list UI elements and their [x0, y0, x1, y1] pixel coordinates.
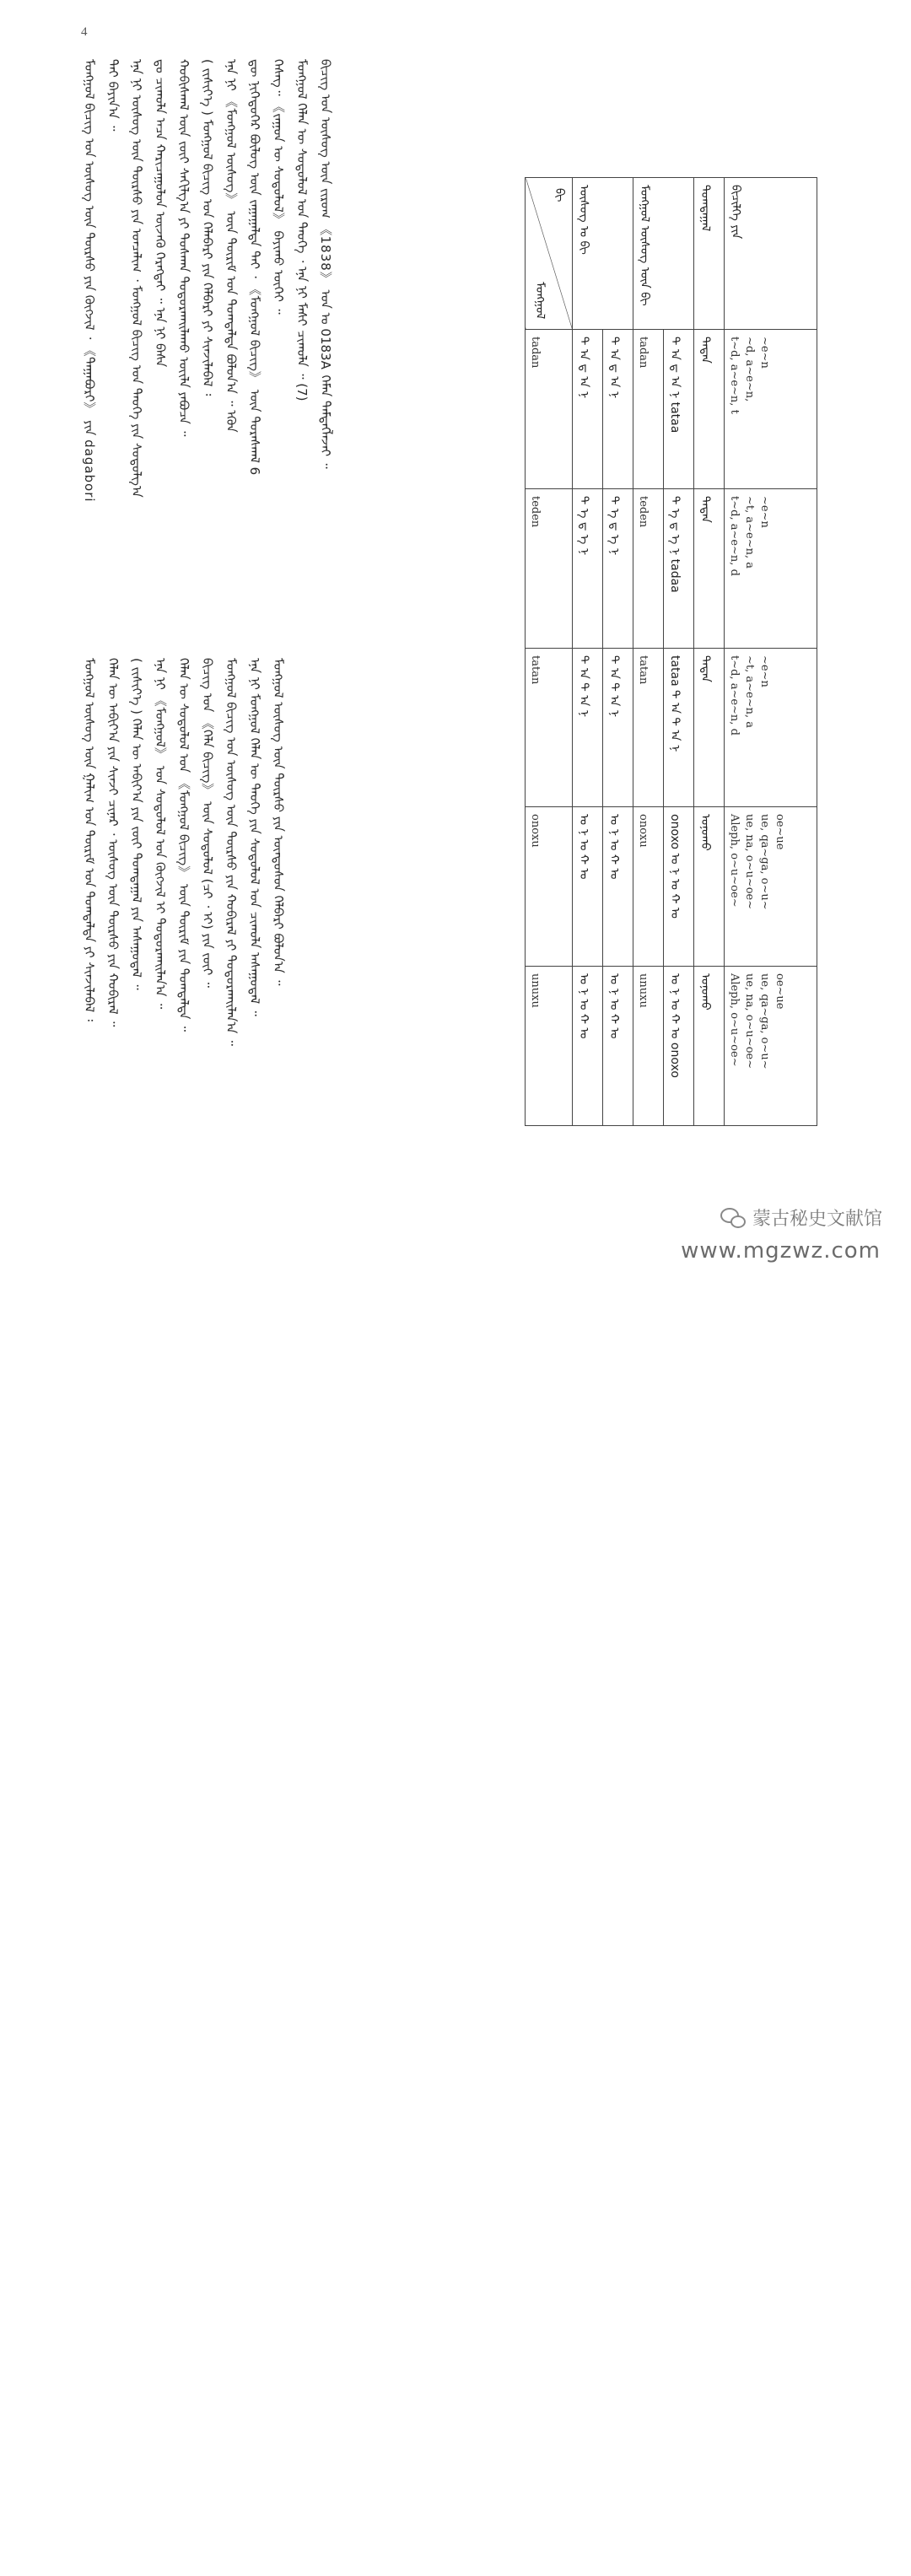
- table-row: [526, 967, 817, 1126]
- wechat-icon: [720, 1208, 746, 1228]
- form: ᠣ ᠨ ᠣ ᠬ ᠤ: [607, 814, 621, 880]
- body-text-top: [80, 59, 335, 633]
- word-mgl: ᠲᠠᠲᠠᠨ: [698, 655, 712, 682]
- form: ᠤ ᠨ ᠤ ᠬ ᠤ: [577, 973, 590, 1039]
- text-line: ᠡᠨᠡ ᠨᠢ 《ᠮᠣᠩᠭᠣᠯ》 ᠤᠨ ᠰᠤᠳᠤᠯᠤᠯ ᠤᠨ ᠬᠥᠭᠵᠢᠯ ᠢ ᠲᠣᠳᠣᠷᠬᠠᠢᠯᠠᠨ᠎ᠠ ᠃: [153, 658, 168, 1010]
- text-line: ᠡᠨᠡ ᠨᠢ ᠦᠰᠦᠭ ᠦᠨ ᠳᠦᠷᠰᠦ ᠶᠢᠨ ᠣᠨᠴᠠᠯᠢᠭ ᠂ ᠮᠣᠩᠭᠣᠯ ᠪᠢᠴᠢᠭ ᠤᠨ ᠲᠡᠦᠬᠡ ᠶᠢᠨ ᠰᠤᠳᠤᠯᠭ᠎ᠠ: [129, 59, 144, 498]
- text-line: ᠳᠦ ᠨᠢᠭᠡᠳᠦᠭᠡᠷ ᠪᠦᠯᠦᠭ ᠦᠨ ᠵᠠᠭᠠᠭᠠᠯᠲᠠ ᠲᠠᠢ ᠂ 《ᠮᠣᠩᠭᠣᠯ ᠪᠢᠴᠢᠭ》 ᠦᠨ ᠳᠤᠷᠠᠰᠬᠠᠯ 6: [247, 59, 262, 476]
- latin: onoxu: [637, 814, 650, 849]
- form: ᠲ ᠡ ᠳ ᠡ ᠨ tadaa: [668, 495, 682, 593]
- form: onoxo ᠣ ᠨ ᠣ ᠬ ᠤ: [668, 814, 682, 919]
- word-latin: tatan: [529, 655, 542, 684]
- text-line: ᠬᠡᠯᠡᠨ ᠦ ᠠᠪᠢᠶ᠎ᠠ ᠶᠢᠨ ᠰᠢᠨᠵᠢ ᠴᠢᠨᠠᠷ ᠂ ᠦᠰᠦᠭ ᠦᠨ ᠳᠦᠷᠰᠦ ᠶᠢᠨ ᠬᠤᠪᠢᠷᠠᠯ ᠃: [105, 658, 121, 1027]
- site-url: www.mgzwz.com: [681, 1238, 881, 1264]
- word-mgl: ᠤᠨᠤᠬᠤ: [698, 973, 712, 1010]
- form: ᠲ ᠠ ᠳ ᠠ ᠨ tataa: [668, 337, 682, 434]
- table-row: [526, 648, 817, 807]
- table-row: [526, 488, 817, 648]
- table-row: [526, 330, 817, 489]
- form: ᠣ ᠨ ᠣ ᠬ ᠣ onoxo: [668, 973, 682, 1079]
- form: tataa ᠲ ᠠ ᠲ ᠠ ᠨ: [668, 655, 682, 752]
- form: ᠲ ᠠ ᠳ ᠠ ᠨ: [577, 337, 590, 399]
- text-line: ᠡᠨᠡ ᠨᠢ ᠮᠣᠩᠭᠣᠯ ᠬᠡᠯᠡᠨ ᠦ ᠲᠡᠦᠬᠡ ᠶᠢᠨ ᠰᠤᠳᠤᠯᠤᠯ ᠤᠨ ᠴᠢᠬᠤᠯᠠ ᠠᠰᠠᠭᠤᠳᠠᠯ ᠃: [247, 658, 262, 1016]
- text-line: ( ᠵᠢᠱᠢᠶ᠎ᠡ ) ᠬᠡᠯᠡᠨ ᠦ ᠠᠪᠢᠶ᠎ᠠ ᠶᠢᠨ ᠵᠦᠢ ᠲᠣᠭᠲᠠᠭᠠᠯ ᠶᠢᠨ ᠠᠰᠠᠭᠤᠳᠠᠯ ᠃: [129, 658, 144, 990]
- form: ᠲ ᠠ ᠳ ᠠ ᠨ: [607, 337, 621, 399]
- text-line: ᠬᠡᠰᠡᠭ᠃ 《ᠵᠠᠭᠤᠨ ᠦ ᠰᠤᠳᠤᠯᠤᠯ》 ᠪᠠᠶᠢᠬᠤ ᠦᠭᠡᠢ ᠃: [271, 59, 286, 315]
- text-line: ᠲᠡᠢ ᠪᠠᠶᠢᠨ᠎ᠠ ᠃: [105, 59, 121, 132]
- text-line: ᠳᠤ ᠴᠢᠬᠤᠯᠠ ᠠᠴᠠ ᠬᠠᠷᠢᠴᠠᠭᠤᠯᠤᠨ ᠦᠵᠡᠬᠦ ᠬᠡᠷᠡᠭᠲᠡᠢ ᠃ ᠡᠨᠡ ᠨᠢ ᠪᠠᠰᠠ: [153, 59, 168, 368]
- latin: tadan: [637, 337, 650, 369]
- text-line: ( ᠵᠢᠱᠢᠶ᠎ᠡ ) ᠮᠣᠩᠭᠣᠯ ᠪᠢᠴᠢᠭ ᠤᠨ ᠬᠡᠯᠡᠪᠡᠷᠢ ᠶᠢᠨ ᠬᠡᠯᠪᠡᠷᠢ ᠶᠢ ᠰᠢᠨᠵᠢᠯᠡᠪᠡᠯ ᠄: [200, 59, 215, 396]
- phonetic: oe~ue ue, qa~ga, o~u~ ue, na, o~u~oe~ Aleph, o~u~oe~: [728, 973, 786, 1070]
- text-line: ᠬᠡᠯᠡᠨ ᠦ ᠰᠤᠳᠤᠯᠤᠯ ᠤᠨ 《ᠮᠣᠩᠭᠣᠯ ᠪᠢᠴᠢᠭ》 ᠦᠨ ᠳᠦᠷᠢᠮ ᠶᠢᠨ ᠲᠣᠭᠲᠠᠯᠲᠠ ᠃: [176, 658, 191, 1032]
- text-line: ᠬᠤᠪᠢᠰᠬᠠᠯ ᠦᠨ ᠵᠦᠢ ᠰᠠᠬᠢᠯᠭ᠎ᠠ ᠶᠢ ᠲᠤᠰᠬᠠᠨ ᠲᠣᠳᠣᠷᠬᠠᠢᠯᠠᠬᠤ ᠦᠢᠯᠡ ᠶᠠᠪᠤᠴᠠ ᠃: [176, 59, 191, 437]
- header-group-1: ᠮᠣᠩᠭᠣᠯ ᠦᠰᠦᠭ ᠦᠨ ᠪᠢ: [633, 178, 694, 330]
- phonetic: oe~ue ue, qa~ga, o~u~ ue, na, o~u~oe~ Aleph, o~u~oe~: [728, 814, 786, 911]
- corner-top-label: ᠪᠢ: [553, 188, 566, 202]
- latin: teden: [637, 495, 650, 528]
- latin: unuxu: [637, 973, 650, 1009]
- form: ᠲ ᠠ ᠲ ᠠ ᠨ: [607, 655, 621, 717]
- watermark: [720, 1204, 882, 1231]
- word-latin: unuxu: [529, 973, 542, 1009]
- text-line: ᠪᠢᠴᠢᠭ ᠤᠨ 《ᠬᠡᠯᠡ ᠪᠢᠴᠢᠭ》 ᠦᠨ ᠰᠤᠳᠤᠯᠤᠯ (ᠴᠢ ᠂ ᠢ) ᠶᠢᠨ ᠵᠦᠢ ᠃: [200, 658, 215, 988]
- word-mgl: ᠲᠠᠳᠠᠨ: [698, 337, 712, 364]
- text-line: ᠪᠢᠴᠢᠭ ᠤᠨ ᠦᠰᠦᠭ ᠦᠨ ᠵᠢᠷᠤᠭ 《1838》 ᠣᠨ ᠤ 0183A ᠬᠡᠮᠡᠨ ᠲᠡᠮᠳᠡᠭᠯᠡᠵᠡᠢ ᠃: [318, 59, 333, 469]
- word-mgl: ᠲᠡᠳᠡᠨ: [698, 495, 712, 523]
- form: ᠤ ᠨ ᠤ ᠬ ᠤ: [607, 973, 621, 1039]
- comparison-table: [525, 177, 817, 1126]
- phonetic: ~e~n ~t, a~e~n, a t~d, a~e~n, d: [728, 495, 771, 576]
- latin: tatan: [637, 655, 650, 684]
- word-mgl: ᠣᠨᠣᠬᠤ: [698, 814, 712, 852]
- form: ᠲ ᠡ ᠳ ᠡ ᠨ: [607, 495, 621, 555]
- text-line: ᠮᠣᠩᠭᠣᠯ ᠪᠢᠴᠢᠭ ᠤᠨ ᠦᠰᠦᠭ ᠦᠨ ᠳᠦᠷᠰᠦ ᠶᠢᠨ ᠬᠤᠪᠢᠷᠠᠯ ᠶᠢ ᠲᠣᠳᠣᠷᠬᠠᠢᠯᠠᠨ᠎ᠠ ᠃: [224, 658, 239, 1046]
- word-latin: onoxu: [529, 814, 542, 849]
- table-corner: [526, 178, 573, 330]
- word-latin: teden: [529, 495, 542, 528]
- phonetic: ~e~n ~t, a~e~n, a t~d, a~e~n, d: [728, 655, 771, 736]
- phonetic: ~e~n ~d, a~e~n, t~d, a~e~n, t: [728, 337, 771, 414]
- table-row: [526, 807, 817, 967]
- text-line: ᠮᠣᠩᠭᠣᠯ ᠪᠢᠴᠢᠭ ᠤᠨ ᠦᠰᠦᠭ ᠦᠨ ᠳᠦᠷᠰᠦ ᠶᠢᠨ ᠬᠥᠭᠵᠢᠯ ᠂ 《ᠳᠠᠭᠠᠪᠣᠷᠢ》 ᠶᠢᠨ dagabori: [82, 59, 97, 503]
- header-phonetic: ᠪᠢᠴᠢᠯᠭᠡ ᠶᠢᠨ: [725, 178, 817, 330]
- form: ᠲ ᠠ ᠲ ᠠ ᠨ: [577, 655, 590, 717]
- watermark-text: 蒙古秘史文献馆: [752, 1209, 882, 1230]
- corner-bottom-label: ᠮᠣᠩᠭᠣᠯ: [533, 281, 547, 319]
- header-sub: ᠲᠣᠭᠲᠠᠭᠠᠯ: [694, 178, 725, 330]
- text-line: ᠮᠣᠩᠭᠣᠯ ᠬᠡᠯᠡᠨ ᠦ ᠰᠤᠳᠤᠯᠤᠯ ᠤᠨ ᠲᠡᠦᠬᠡ ᠂ ᠡᠨᠡ ᠨᠢ ᠮᠠᠰᠢ ᠴᠢᠬᠤᠯᠠ ᠃ (7): [294, 59, 310, 401]
- text-line: ᠮᠣᠩᠭᠣᠯ ᠦᠰᠦᠭ ᠦᠨ ᠭᠠᠯᠢᠭ ᠤᠨ ᠳᠦᠷᠢᠮ ᠤᠨ ᠲᠣᠭᠲᠠᠯᠲᠠ ᠶᠢ ᠰᠢᠨᠵᠢᠯᠡᠪᠡᠯ ᠄: [82, 658, 97, 1021]
- page-number: 4: [81, 25, 88, 39]
- header-group-2: ᠦᠰᠦᠭ ᠤ ᠪᠢ: [573, 178, 633, 330]
- form: ᠲ ᠡ ᠳ ᠡ ᠨ: [577, 495, 590, 555]
- form: ᠣ ᠨ ᠣ ᠬ ᠤ: [577, 814, 590, 880]
- text-line: ᠮᠣᠩᠭᠣᠯ ᠦᠰᠦᠭ ᠦᠨ ᠳᠦᠷᠰᠦ ᠶᠢᠨ ᠦᠨᠳᠦᠰᠦᠨ ᠬᠡᠯᠪᠡᠷᠢ ᠪᠣᠯᠣᠨ᠎ᠠ ᠃: [271, 658, 286, 986]
- body-text-bottom: [80, 658, 288, 1181]
- text-line: ᠡᠨᠡ ᠨᠢ 《ᠮᠣᠩᠭᠣᠯ ᠦᠰᠦᠭ》 ᠦᠨ ᠳᠦᠷᠢᠮ ᠤᠨ ᠲᠣᠭᠲᠠᠯᠲᠠ ᠪᠣᠯᠣᠨ᠎ᠠ ᠃ ᠡᠭᠦᠨ: [224, 59, 239, 433]
- word-latin: tadan: [529, 337, 542, 369]
